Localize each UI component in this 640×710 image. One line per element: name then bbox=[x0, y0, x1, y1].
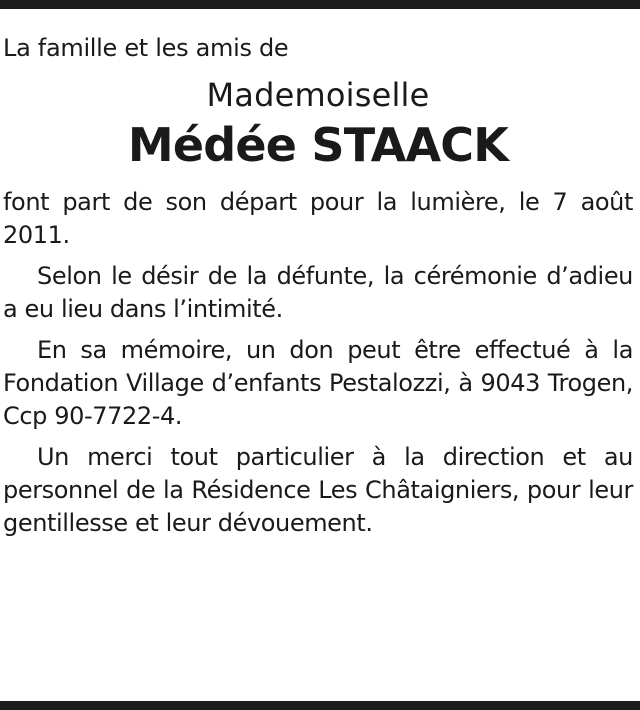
intro-line: La famille et les amis de bbox=[3, 34, 289, 62]
obituary-notice bbox=[3, 30, 633, 540]
honorific-title: Mademoiselle bbox=[206, 76, 430, 114]
donation-paragraph: En sa mémoire, un don peut être effectué à la Fondation Village d’enfants Pestalozzi, à 9043 Trogen, Ccp 90-7722-4. bbox=[3, 336, 633, 430]
announcement-paragraph: font part de son départ pour la lumière, le 7 août 2011. bbox=[3, 188, 633, 249]
thanks-paragraph: Un merci tout particulier à la direction et au personnel de la Résidence Les Châtaigniers, pour leur gentillesse et leur dévouement. bbox=[3, 443, 633, 537]
top-border-rule bbox=[0, 0, 640, 9]
ceremony-paragraph: Selon le désir de la défunte, la cérémonie d’adieu a eu lieu dans l’intimité. bbox=[3, 262, 633, 323]
bottom-border-rule bbox=[0, 701, 640, 710]
deceased-name: Médée STAACK bbox=[127, 118, 509, 172]
